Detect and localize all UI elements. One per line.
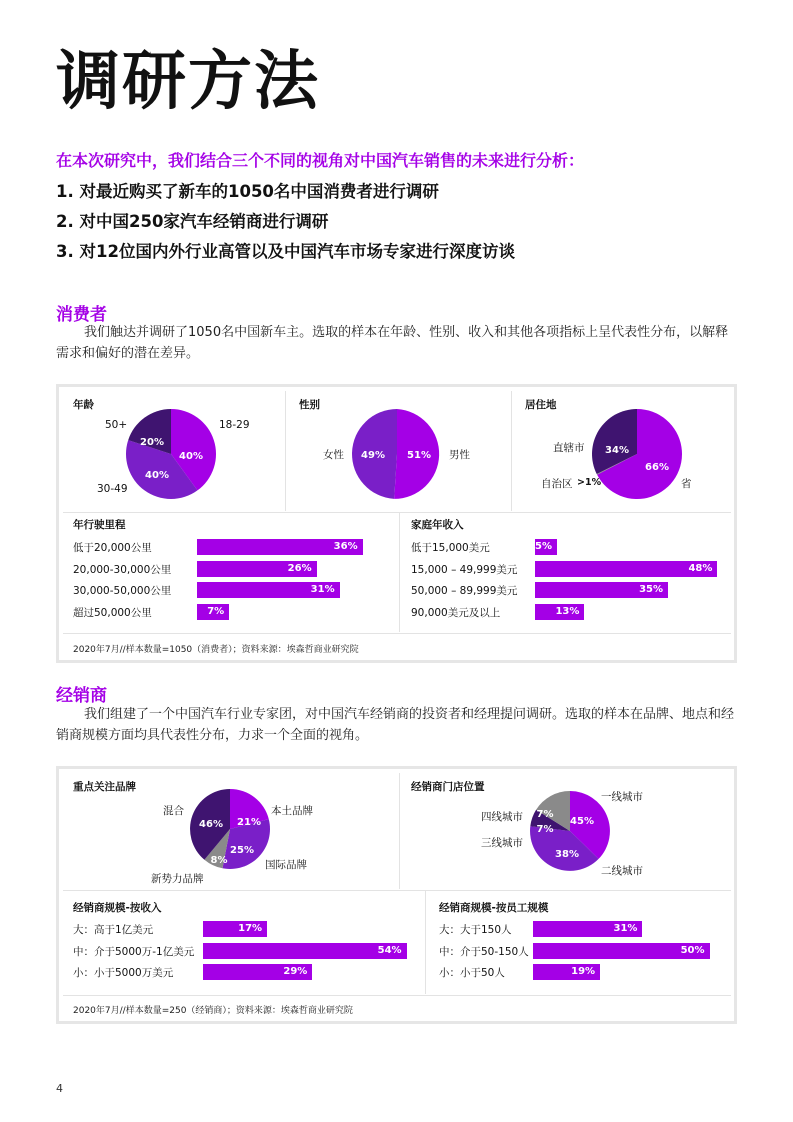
bar-value: 36% xyxy=(333,541,358,552)
gender-title: 性别 xyxy=(299,399,320,411)
pie-value: 21% xyxy=(237,817,261,828)
page-number: 4 xyxy=(56,1082,63,1095)
bar xyxy=(535,561,717,577)
method-item: 1. 对最近购买了新车的1050名中国消费者进行调研 xyxy=(56,182,439,201)
pie-value: 49% xyxy=(361,450,385,461)
brand-label: 本土品牌 xyxy=(271,805,313,817)
bar-value: 50% xyxy=(680,944,705,956)
bar-label: 15,000 – 49,999美元 xyxy=(411,563,518,576)
bar-label: 超过50,000公里 xyxy=(73,606,152,619)
residence-value: >1% xyxy=(577,477,602,488)
brand-pie xyxy=(187,786,273,872)
location-title: 经销商门店位置 xyxy=(411,781,485,793)
bar xyxy=(197,582,340,598)
pie-value: 8% xyxy=(210,855,228,866)
brand-label: 新势力品牌 xyxy=(151,873,204,885)
location-label: 一线城市 xyxy=(601,791,643,803)
bar-label: 50,000 – 89,999美元 xyxy=(411,585,518,597)
dealers-heading: 经销商 xyxy=(56,686,107,706)
bar xyxy=(197,604,229,620)
bar-label: 小：小于50人 xyxy=(439,967,505,979)
bar xyxy=(535,604,584,620)
pie-value: 45% xyxy=(570,816,594,827)
residence-pie xyxy=(589,406,685,502)
pie-value: 40% xyxy=(145,470,169,481)
bar-label: 中：介于5000万-1亿美元 xyxy=(73,945,195,958)
pie-value: 7% xyxy=(536,809,554,820)
pie-value: 40% xyxy=(179,451,203,462)
bar xyxy=(535,582,668,598)
dealers-panel xyxy=(56,766,737,1024)
age-pie xyxy=(123,406,219,502)
pie-value: 20% xyxy=(140,437,164,448)
bar-value: 13% xyxy=(555,605,580,617)
age-label: 50+ xyxy=(105,419,128,431)
age-label: 18-29 xyxy=(219,419,250,431)
intro-text: 在本次研究中，我们结合三个不同的视角对中国汽车销售的未来进行分析： xyxy=(56,151,585,170)
bar-value: 31% xyxy=(310,584,335,595)
bar-value: 29% xyxy=(283,966,308,977)
bar-label: 大：高于1亿美元 xyxy=(73,924,154,936)
bar xyxy=(203,964,312,980)
bar xyxy=(197,539,363,555)
pie-value: 34% xyxy=(605,445,629,456)
dealers-paragraph: 我们组建了一个中国汽车行业专家团，对中国汽车经销商的投资者和经理提问调研。选取的样本在品牌、地点和经销商规模方面均具代表性分布，力求一个全面的视角。 xyxy=(56,707,735,743)
bar-label: 90,000美元及以上 xyxy=(411,606,501,619)
bar xyxy=(535,539,557,555)
bar-value: 7% xyxy=(207,605,225,617)
bar-value: 48% xyxy=(688,562,713,574)
location-label: 三线城市 xyxy=(481,837,523,849)
residence-label: 直辖市 xyxy=(553,442,585,454)
bar-value: 5% xyxy=(535,541,552,552)
method-item: 3. 对12位国内外行业高管以及中国汽车市场专家进行深度访谈 xyxy=(56,242,515,261)
bar xyxy=(533,964,600,980)
residence-label: 省 xyxy=(681,478,692,490)
bar xyxy=(533,943,710,959)
consumers-source: 2020年7月//样本数量=1050（消费者）；资料来源：埃森哲商业研究院 xyxy=(73,645,359,655)
mileage-title: 年行驶里程 xyxy=(73,519,126,531)
bar-label: 中：介于50-150人 xyxy=(439,945,529,958)
brand-label: 国际品牌 xyxy=(265,859,307,871)
bar-label: 低于15,000美元 xyxy=(411,542,490,554)
bar-value: 54% xyxy=(377,944,402,956)
bar-label: 30,000-50,000公里 xyxy=(73,585,172,597)
pie-value: 51% xyxy=(407,450,431,461)
consumers-panel xyxy=(56,384,737,663)
page-title: 调研方法 xyxy=(56,45,320,119)
bar-label: 小：小于5000万美元 xyxy=(73,967,174,979)
method-item: 2. 对中国250家汽车经销商进行调研 xyxy=(56,212,329,231)
bar-label: 大：大于150人 xyxy=(439,924,512,936)
staff-title: 经销商规模-按员工规模 xyxy=(439,902,549,914)
location-label: 二线城市 xyxy=(601,865,643,877)
gender-label: 女性 xyxy=(323,449,344,461)
bar xyxy=(533,921,642,937)
consumers-paragraph: 我们触达并调研了1050名中国新车主。选取的样本在年龄、性别、收入和其他各项指标上呈代表性分布，以解释需求和偏好的潜在差异。 xyxy=(56,325,729,361)
revenue-title: 经销商规模-按收入 xyxy=(73,902,162,914)
gender-pie xyxy=(349,406,445,502)
income-title: 家庭年收入 xyxy=(411,519,464,531)
consumers-heading: 消费者 xyxy=(56,305,107,325)
bar-value: 17% xyxy=(238,923,263,934)
bar xyxy=(203,921,267,937)
pie-value: 7% xyxy=(536,824,554,835)
age-label: 30-49 xyxy=(97,483,128,495)
residence-label: 自治区 xyxy=(541,478,573,490)
pie-value: 25% xyxy=(230,845,254,856)
brand-title: 重点关注品牌 xyxy=(73,781,136,793)
brand-label: 混合 xyxy=(163,805,184,817)
bar-value: 26% xyxy=(287,562,312,574)
bar-label: 低于20,000公里 xyxy=(73,542,152,554)
bar-label: 20,000-30,000公里 xyxy=(73,563,172,576)
bar-value: 35% xyxy=(639,584,663,595)
dealers-source: 2020年7月//样本数量=250（经销商）；资料来源：埃森哲商业研究院 xyxy=(73,1006,353,1016)
bar-value: 31% xyxy=(613,923,638,934)
bar-value: 19% xyxy=(571,966,596,977)
pie-value: 46% xyxy=(199,819,223,830)
pie-value: 38% xyxy=(555,849,579,860)
age-title: 年龄 xyxy=(73,399,94,411)
residence-title: 居住地 xyxy=(525,399,557,411)
gender-label: 男性 xyxy=(449,449,470,461)
pie-value: 66% xyxy=(645,462,669,473)
bar xyxy=(197,561,317,577)
location-label: 四线城市 xyxy=(481,811,523,823)
bar xyxy=(203,943,407,959)
